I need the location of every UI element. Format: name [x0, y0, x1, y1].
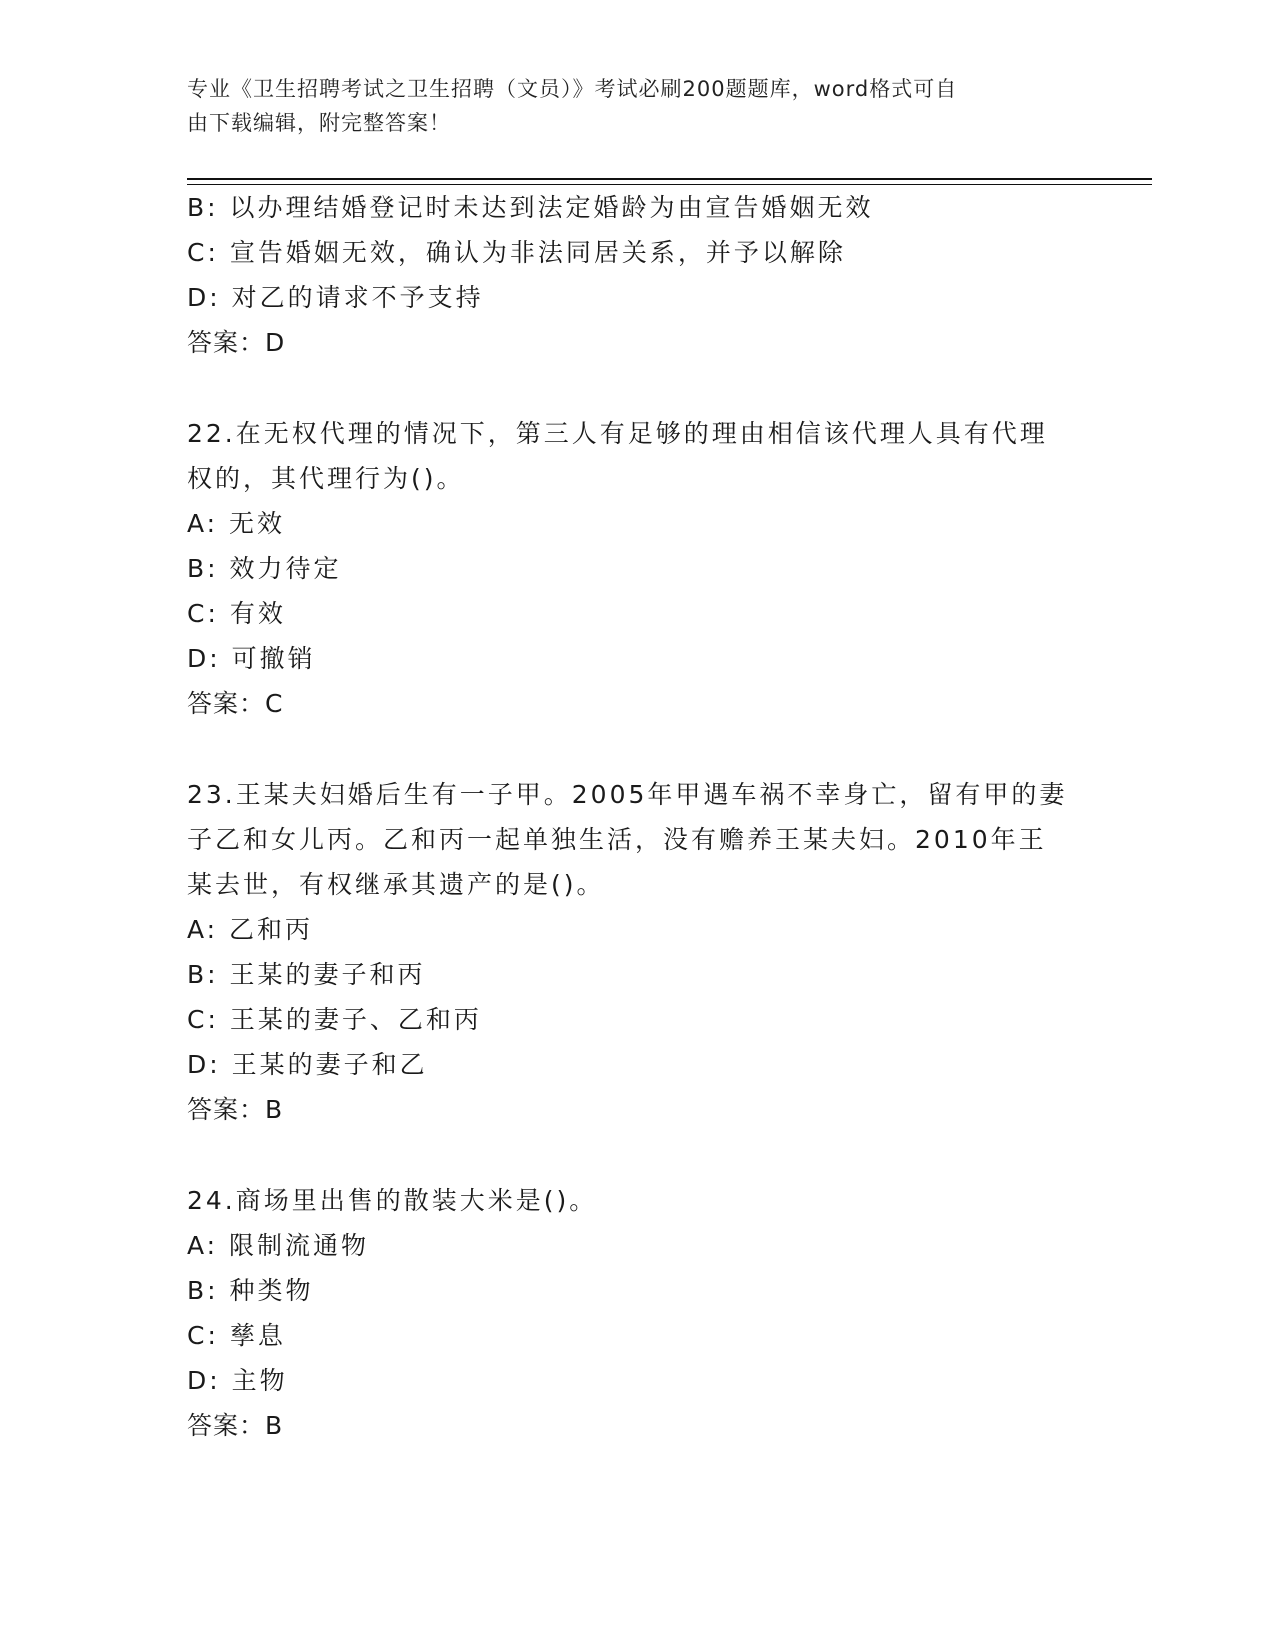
- prev-option-d: D: 对乙的请求不予支持: [187, 283, 484, 312]
- q24-option-c: C: 孳息: [187, 1321, 286, 1350]
- q24-option-b: B: 种类物: [187, 1276, 314, 1305]
- q22-option-a: A: 无效: [187, 509, 286, 538]
- header-line-2: 由下载编辑，附完整答案！: [187, 111, 451, 135]
- prev-option-c: C: 宣告婚姻无效，确认为非法同居关系，并予以解除: [187, 238, 846, 267]
- header-divider-thin: [187, 184, 1152, 185]
- q23-option-a: A: 乙和丙: [187, 915, 314, 944]
- prev-option-b: B: 以办理结婚登记时未达到法定婚龄为由宣告婚姻无效: [187, 193, 874, 222]
- document-header: [187, 72, 1067, 140]
- q24-option-d: D: 主物: [187, 1366, 288, 1395]
- q23-stem-line-3: 某去世，有权继承其遗产的是()。: [187, 870, 605, 899]
- q22-option-b: B: 效力待定: [187, 554, 342, 583]
- q23-answer: 答案：B: [187, 1095, 284, 1124]
- header-line-1: 专业《卫生招聘考试之卫生招聘（文员）》考试必刷200题题库，word格式可自: [187, 77, 958, 101]
- q22-stem-line-2: 权的，其代理行为()。: [187, 464, 465, 493]
- q23-option-b: B: 王某的妻子和丙: [187, 960, 426, 989]
- q24-option-a: A: 限制流通物: [187, 1231, 370, 1260]
- q23-option-c: C: 王某的妻子、乙和丙: [187, 1005, 482, 1034]
- q22-option-d: D: 可撤销: [187, 644, 316, 673]
- q22-answer: 答案：C: [187, 689, 284, 718]
- q23-stem-line-1: 23.王某夫妇婚后生有一子甲。2005年甲遇车祸不幸身亡，留有甲的妻: [187, 780, 1068, 809]
- q22-stem-line-1: 22.在无权代理的情况下，第三人有足够的理由相信该代理人具有代理: [187, 419, 1048, 448]
- q24-answer: 答案：B: [187, 1411, 284, 1440]
- q23-stem-line-2: 子乙和女儿丙。乙和丙一起单独生活，没有赡养王某夫妇。2010年王: [187, 825, 1047, 854]
- q22-option-c: C: 有效: [187, 599, 286, 628]
- q23-option-d: D: 王某的妻子和乙: [187, 1050, 428, 1079]
- header-divider-thick: [187, 178, 1152, 180]
- prev-answer: 答案：D: [187, 328, 286, 357]
- q24-stem-line-1: 24.商场里出售的散装大米是()。: [187, 1186, 598, 1215]
